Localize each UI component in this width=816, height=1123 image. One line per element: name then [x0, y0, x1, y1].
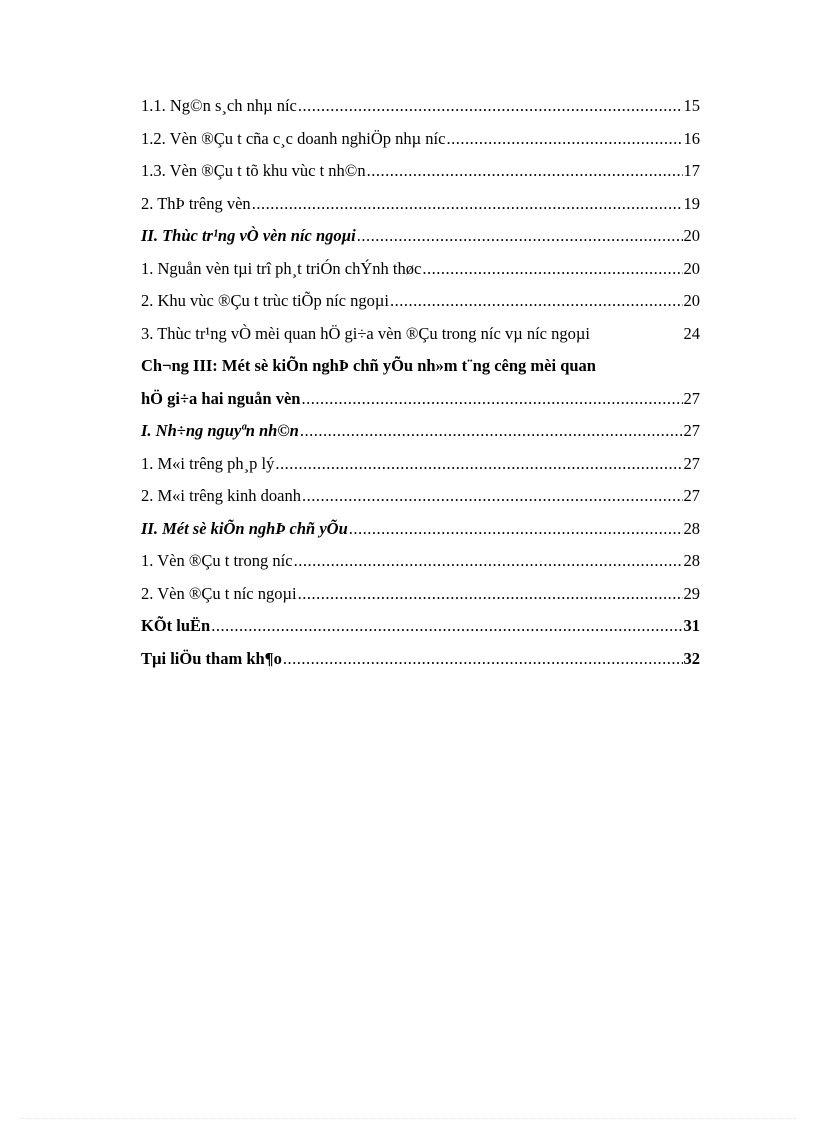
toc-entry-title: 1.1. Ng©n s¸ch nhµ níc — [141, 96, 297, 115]
page-footer-rule — [20, 1118, 796, 1119]
toc-section-heading — [141, 415, 700, 448]
toc-entry-page: 27 — [683, 486, 700, 505]
toc-entry-page: 27 — [683, 453, 700, 473]
toc-entry-page: 20 — [683, 291, 700, 310]
toc-chapter-heading — [141, 350, 700, 383]
dot-leader — [349, 513, 683, 546]
dot-leader — [294, 545, 683, 578]
toc-entry — [141, 643, 700, 676]
toc-entry-title: 1. Nguån vèn tµi trî ph¸t triÓn chÝnh thøc — [141, 258, 422, 278]
toc-entry-title: KÕt luËn — [141, 616, 211, 635]
toc-entry — [141, 448, 700, 481]
dot-leader — [302, 480, 683, 513]
dot-leader — [275, 448, 682, 481]
dot-leader — [300, 415, 683, 448]
toc-entry-page: 32 — [683, 648, 700, 668]
toc-entry-title: 1.2. Vèn ®Çu t cña c¸c doanh nghiÖp nhµ níc — [141, 128, 446, 148]
dot-leader — [301, 383, 682, 416]
toc-entry-page: 20 — [683, 226, 700, 245]
toc-entry — [141, 610, 700, 643]
toc-entry-title: I. Nh÷ng nguyªn nh©n — [141, 421, 299, 440]
toc-entry — [141, 155, 700, 188]
toc-entry-page: 29 — [683, 583, 700, 603]
toc-entry — [141, 188, 700, 221]
toc-entry-title: 2. ThÞ trêng vèn — [141, 193, 251, 213]
dot-leader — [283, 643, 683, 676]
dot-leader — [211, 610, 682, 643]
toc-entry-title: II. Mét sè kiÕn nghÞ chñ yÕu — [141, 518, 348, 538]
toc-entry-title: 3. Thùc tr¹ng vÒ mèi quan hÖ gi÷a vèn ®Çu trong níc vµ níc ngoµi — [141, 323, 590, 343]
toc-entry — [141, 253, 700, 286]
toc-entry — [141, 578, 700, 611]
dot-leader — [357, 220, 683, 253]
toc-entry-title: II. Thùc tr¹ng vÒ vèn níc ngoµi — [141, 226, 356, 245]
toc-entry-page: 27 — [683, 421, 700, 440]
toc-entry-page: 27 — [683, 388, 700, 408]
toc-entry-page: 17 — [683, 161, 700, 180]
toc-entry-page: 19 — [683, 193, 700, 213]
toc-entry-page: 28 — [683, 551, 700, 570]
toc-entry-page: 24 — [683, 323, 700, 343]
dot-leader — [298, 90, 683, 123]
toc-entry-title: 1.3. Vèn ®Çu t tõ khu vùc t nh©n — [141, 161, 366, 180]
toc-entry — [141, 480, 700, 513]
toc-chapter-heading-cont — [141, 383, 700, 416]
toc-entry-title: 2. Khu vùc ®Çu t trùc tiÕp níc ngoµi — [141, 291, 389, 310]
toc-entry — [141, 90, 700, 123]
toc-entry-page: 20 — [683, 258, 700, 278]
chapter-title-line2: hÖ gi÷a hai nguån vèn — [141, 388, 301, 408]
dot-leader — [367, 155, 683, 188]
toc-entry — [141, 545, 700, 578]
toc-entry-title: 1. M«i trêng ph¸p lý — [141, 453, 275, 473]
toc-entry-page: 31 — [683, 616, 700, 635]
toc-entry-title: Tµi liÖu tham kh¶o — [141, 648, 282, 668]
toc-section-heading — [141, 220, 700, 253]
toc-section-heading — [141, 513, 700, 546]
toc-entry — [141, 318, 700, 351]
dot-leader — [390, 285, 683, 318]
toc-entry — [141, 285, 700, 318]
toc-entry-title: 1. Vèn ®Çu t trong níc — [141, 551, 293, 570]
dot-leader — [422, 253, 682, 286]
dot-leader — [252, 188, 683, 221]
dot-leader — [446, 123, 682, 156]
toc-entry — [141, 123, 700, 156]
toc-entry-title: 2. M«i trêng kinh doanh — [141, 486, 301, 505]
dot-leader — [298, 578, 683, 611]
toc-entry-page: 16 — [683, 128, 700, 148]
toc-entry-page: 15 — [683, 96, 700, 115]
toc-entry-title: 2. Vèn ®Çu t níc ngoµi — [141, 583, 297, 603]
table-of-contents — [141, 90, 700, 675]
toc-entry-page: 28 — [683, 518, 700, 538]
chapter-title-line1: Ch¬ng III: Mét sè kiÕn nghÞ chñ yÕu nh»m t¨ng cêng mèi quan — [141, 356, 596, 375]
